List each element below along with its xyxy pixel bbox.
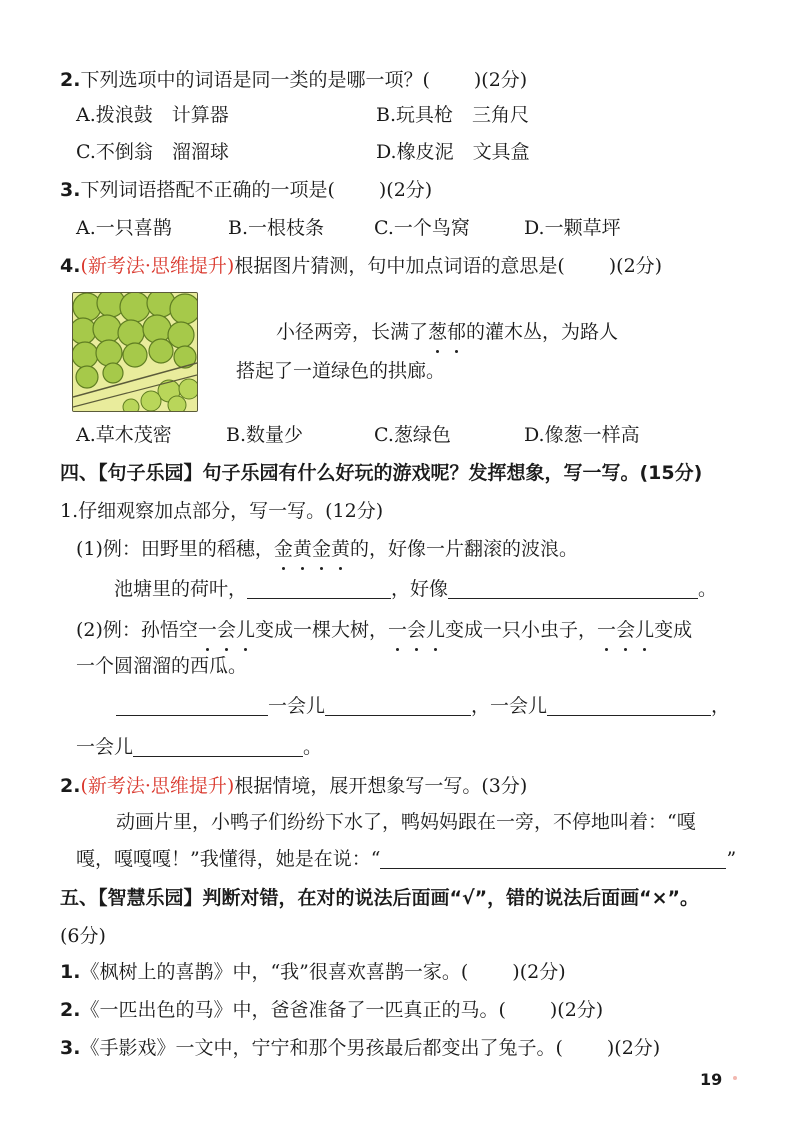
fill-text: ，好像 — [391, 578, 449, 600]
dotted-char: 金 — [274, 535, 293, 563]
passage-text: 小径两旁，长满了 — [276, 321, 429, 343]
option-c: C.葱绿色 — [374, 424, 451, 446]
example-text: 变成 — [654, 619, 693, 641]
fill-blank[interactable] — [448, 578, 698, 599]
shrub-illustration — [72, 292, 198, 412]
question-4 — [60, 252, 662, 280]
judge-text: 《一匹出色的马》中，爸爸准备了一匹真正的马。( — [80, 999, 506, 1021]
option-d: D.像葱一样高 — [524, 424, 640, 446]
dotted-char: 儿 — [635, 616, 654, 644]
question-stem: 根据情境，展开想象写一写。(3分) — [234, 775, 528, 797]
fill-blank[interactable] — [247, 578, 391, 599]
question-number: 3. — [60, 1037, 81, 1059]
question-score: )(2分) — [378, 179, 433, 201]
dotted-char: 儿 — [426, 616, 445, 644]
example-text: 变成一棵大树， — [254, 619, 388, 641]
question-stem: 根据图片猜测，句中加点词语的意思是( — [234, 255, 565, 277]
page-number: 19 — [700, 1070, 723, 1089]
option-d: D.橡皮泥 文具盒 — [376, 141, 530, 163]
page-number-mark — [733, 1076, 737, 1080]
dotted-char: 儿 — [236, 616, 255, 644]
dotted-char: 会 — [616, 616, 635, 644]
option-a: A.一只喜鹊 — [76, 217, 172, 239]
example-text: (2)例：孙悟空 — [76, 619, 198, 641]
question-score: )(2分) — [549, 999, 604, 1021]
fill-blank[interactable] — [325, 695, 471, 716]
option-b: B.数量少 — [226, 424, 304, 446]
example-2 — [76, 616, 692, 644]
section-5-score: (6分) — [60, 925, 106, 947]
question-number: 2. — [60, 69, 81, 91]
scenario-text: ” — [726, 848, 737, 870]
option-d: D.一颗草坪 — [524, 217, 621, 239]
passage-text: 的灌木丛，为路人 — [466, 321, 619, 343]
option-c: C.一个鸟窝 — [374, 217, 470, 239]
question-score: )(2分) — [606, 1037, 661, 1059]
question-number: 1. — [60, 961, 81, 983]
option-b: B.一根枝条 — [228, 217, 325, 239]
option-b: B.玩具枪 三角尺 — [376, 104, 530, 126]
question-number: 3. — [60, 179, 81, 201]
dotted-char: 黄 — [293, 535, 312, 563]
fill-blank[interactable] — [133, 736, 303, 757]
judge-item-3 — [60, 1034, 660, 1062]
question-2 — [60, 66, 527, 94]
dotted-char: 一 — [198, 616, 217, 644]
dotted-char: 葱 — [428, 318, 447, 346]
dotted-char: 一 — [597, 616, 616, 644]
fill-blank[interactable] — [116, 695, 268, 716]
option-c: C.不倒翁 溜溜球 — [76, 141, 229, 163]
dotted-char: 黄 — [331, 535, 350, 563]
question-tag: (新考法·思维提升) — [80, 255, 235, 277]
example-text: (1)例：田野里的稻穗， — [76, 538, 274, 560]
question-score: )(2分) — [512, 961, 566, 983]
dotted-char: 一 — [388, 616, 407, 644]
fill-text: ，一会儿 — [471, 695, 548, 717]
question-tag: (新考法·思维提升) — [80, 775, 235, 797]
fill-line-1 — [114, 575, 717, 603]
scenario-line-2 — [76, 845, 736, 873]
fill-text: 一会儿 — [268, 695, 326, 717]
example-text: 的，好像一片翻滚的波浪。 — [349, 538, 578, 560]
question-3 — [60, 176, 432, 204]
fill-text: 。 — [698, 578, 718, 600]
question-score: )(2分) — [473, 69, 528, 91]
scenario-text: 嘎，嘎嘎嘎！”我懂得，她是在说：“ — [76, 848, 381, 870]
example-2-line-2: 一个圆溜溜的西瓜。 — [76, 655, 248, 677]
question-stem: 下列词语搭配不正确的一项是( — [80, 179, 335, 201]
example-1 — [76, 535, 578, 563]
question-number: 4. — [60, 255, 81, 277]
judge-item-2 — [60, 996, 603, 1024]
passage-line-1 — [276, 318, 618, 346]
fill-text: ， — [711, 695, 731, 717]
question-score: )(2分) — [608, 255, 663, 277]
shrub-drawing — [73, 293, 197, 411]
fill-line-3 — [76, 733, 322, 761]
scenario-line-1: 动画片里，小鸭子们纷纷下水了，鸭妈妈跟在一旁，不停地叫着：“嘎 — [116, 811, 696, 833]
option-a: A.拨浪鼓 计算器 — [76, 104, 229, 126]
dotted-char: 会 — [407, 616, 426, 644]
dotted-char: 会 — [217, 616, 236, 644]
question-number: 2. — [60, 999, 81, 1021]
option-a: A.草木茂密 — [76, 424, 172, 446]
judge-item-1 — [60, 958, 566, 986]
section-4-q2 — [60, 772, 527, 800]
fill-text: 池塘里的荷叶， — [114, 578, 248, 600]
section-4-q1-stem: 1.仔细观察加点部分，写一写。(12分) — [60, 500, 384, 522]
passage-line-2: 搭起了一道绿色的拱廊。 — [236, 360, 446, 382]
fill-text: 。 — [303, 736, 323, 758]
section-4-title: 四、【句子乐园】句子乐园有什么好玩的游戏呢？发挥想象，写一写。(15分) — [60, 462, 703, 484]
fill-text: 一会儿 — [76, 736, 134, 758]
dotted-char: 郁 — [447, 318, 466, 346]
dotted-char: 金 — [312, 535, 331, 563]
judge-text: 《手影戏》一文中，宁宁和那个男孩最后都变出了兔子。( — [80, 1037, 563, 1059]
section-5-title: 五、【智慧乐园】判断对错，在对的说法后面画“√”，错的说法后面画“×”。 — [60, 887, 700, 909]
question-stem: 下列选项中的词语是同一类的是哪一项？( — [80, 69, 430, 91]
fill-blank[interactable] — [547, 695, 711, 716]
judge-text: 《枫树上的喜鹊》中，“我”很喜欢喜鹊一家。( — [80, 961, 469, 983]
fill-blank[interactable] — [380, 848, 726, 869]
question-number: 2. — [60, 775, 81, 797]
example-text: 变成一只小虫子， — [445, 619, 598, 641]
fill-line-2 — [116, 692, 730, 720]
